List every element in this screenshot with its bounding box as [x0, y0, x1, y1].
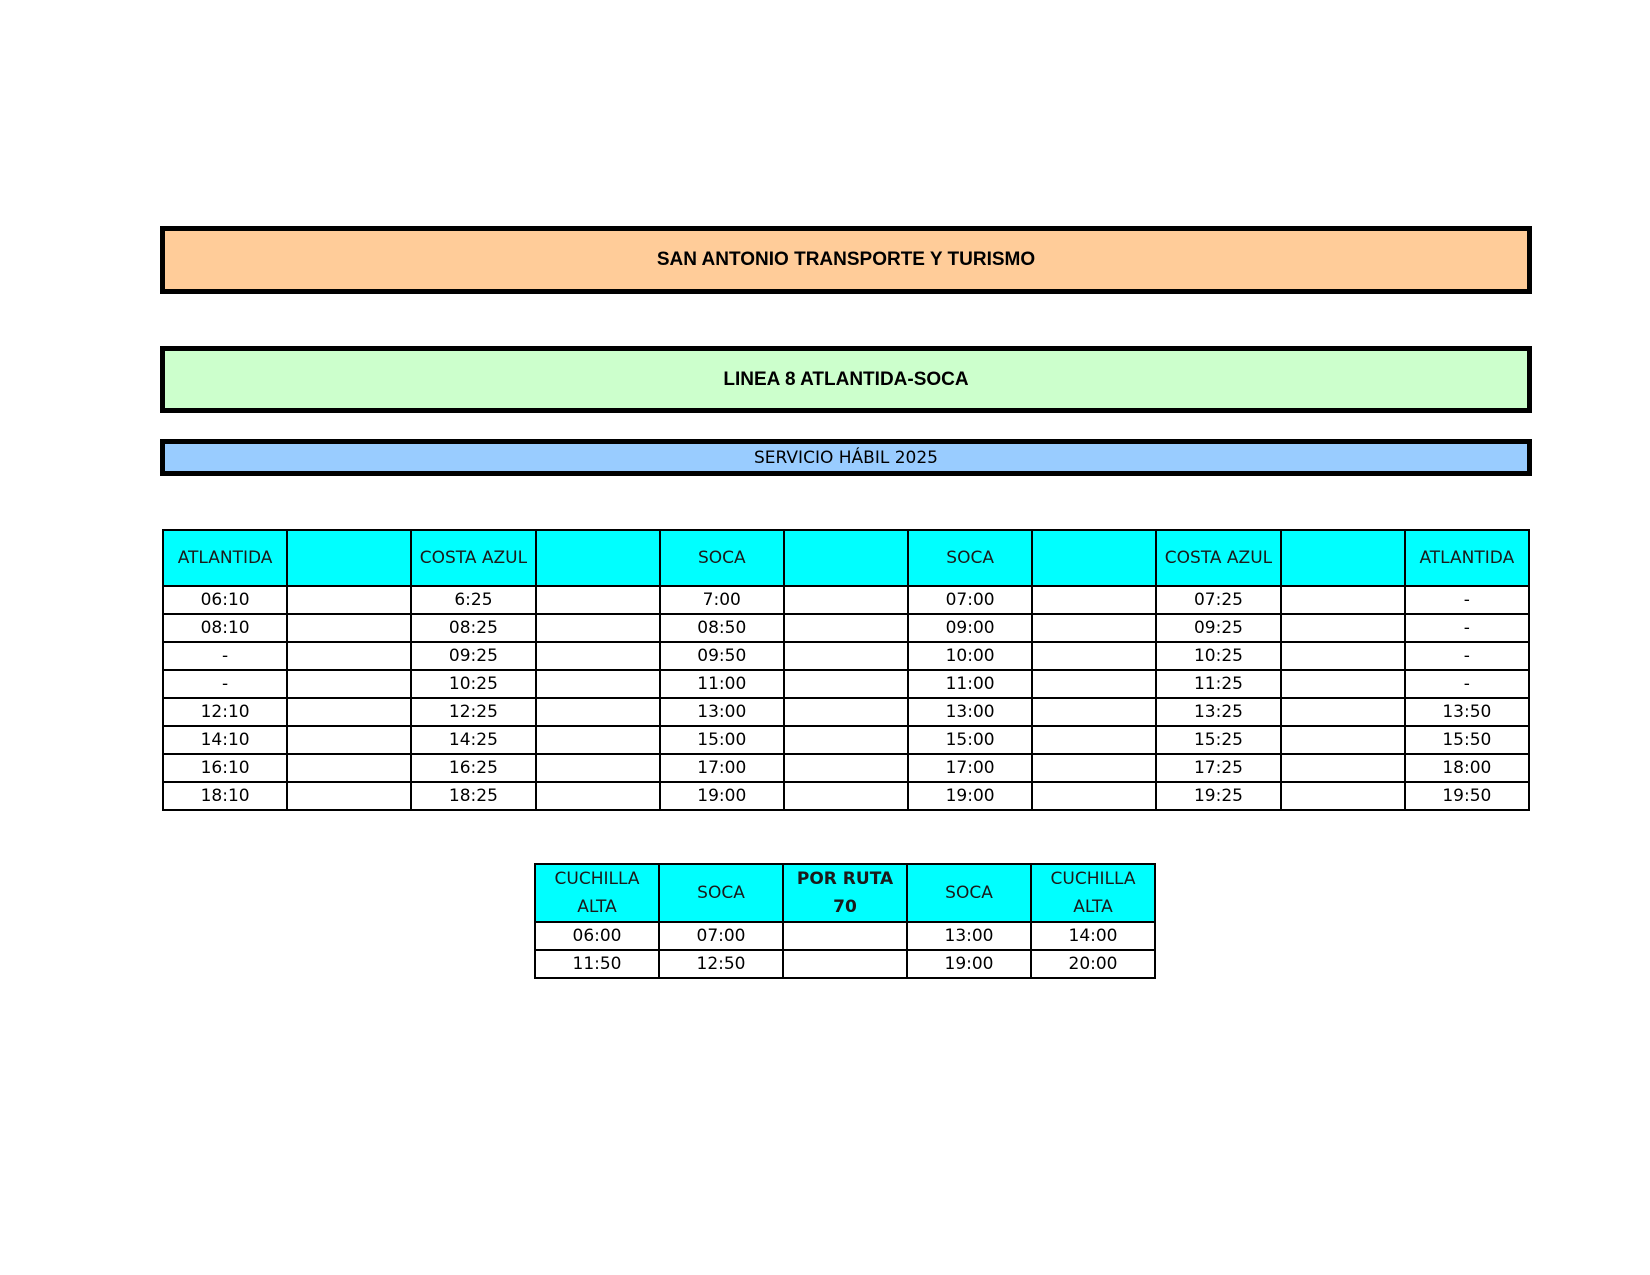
table-cell: 15:50 [1405, 726, 1529, 754]
company-name: SAN ANTONIO TRANSPORTE Y TURISMO [656, 249, 1036, 270]
table-cell [536, 586, 660, 614]
table-cell: 13:00 [660, 698, 784, 726]
table-cell [287, 782, 411, 810]
table-cell: 07:00 [908, 586, 1032, 614]
table-cell: 10:00 [908, 642, 1032, 670]
table-cell: 19:00 [907, 950, 1031, 978]
table-row [163, 586, 1529, 614]
table-cell [1281, 642, 1405, 670]
table-cell [1281, 586, 1405, 614]
header-cell: ATLANTIDA [163, 530, 287, 586]
header-cell: COSTA AZUL [1156, 530, 1280, 586]
table-row [163, 698, 1529, 726]
table-row [163, 754, 1529, 782]
header-cell: COSTA AZUL [411, 530, 535, 586]
table-row [163, 782, 1529, 810]
header-cell: SOCA [660, 530, 784, 586]
table-cell: 13:25 [1156, 698, 1280, 726]
company-banner [160, 226, 1532, 294]
service-banner [160, 439, 1532, 476]
table-cell [784, 642, 908, 670]
header-cell: SOCA [659, 864, 783, 922]
table-cell [287, 726, 411, 754]
table-cell: 11:00 [660, 670, 784, 698]
table-cell [1032, 782, 1156, 810]
table-cell [1032, 642, 1156, 670]
table-cell [1281, 670, 1405, 698]
table-cell: 19:00 [908, 782, 1032, 810]
table-cell: 11:50 [535, 950, 659, 978]
table-cell: 15:00 [660, 726, 784, 754]
table-cell: 18:00 [1405, 754, 1529, 782]
table-cell: - [1405, 586, 1529, 614]
table-cell: 18:10 [163, 782, 287, 810]
table-cell: 16:25 [411, 754, 535, 782]
table-cell [783, 922, 907, 950]
table-cell [1032, 698, 1156, 726]
table-cell: 08:50 [660, 614, 784, 642]
table-cell [784, 614, 908, 642]
table-cell [287, 754, 411, 782]
header-cell [536, 530, 660, 586]
table-row [535, 922, 1155, 950]
table-cell: 11:00 [908, 670, 1032, 698]
header-cell: ATLANTIDA [1405, 530, 1529, 586]
table-cell: 17:00 [908, 754, 1032, 782]
header-cell: CUCHILLA ALTA [535, 864, 659, 922]
table-cell [1032, 670, 1156, 698]
header-row [163, 530, 1529, 586]
table-cell [287, 698, 411, 726]
table-cell: 09:50 [660, 642, 784, 670]
header-cell: SOCA [908, 530, 1032, 586]
table-row [163, 670, 1529, 698]
table-cell [1281, 726, 1405, 754]
table-cell: - [1405, 642, 1529, 670]
table-cell: 13:50 [1405, 698, 1529, 726]
table-row [163, 726, 1529, 754]
table-cell [784, 726, 908, 754]
table-row [163, 642, 1529, 670]
header-cell [1032, 530, 1156, 586]
table-cell: - [1405, 614, 1529, 642]
table-cell [784, 586, 908, 614]
table-row [535, 950, 1155, 978]
line-name: LINEA 8 ATLANTIDA-SOCA [723, 368, 969, 390]
table-cell: 18:25 [411, 782, 535, 810]
table-cell [536, 670, 660, 698]
table-cell [784, 782, 908, 810]
table-cell: 15:25 [1156, 726, 1280, 754]
line-banner [160, 346, 1532, 413]
header-cell [1281, 530, 1405, 586]
table-cell: 17:25 [1156, 754, 1280, 782]
table-cell [287, 670, 411, 698]
table-cell: 14:00 [1031, 922, 1155, 950]
table-cell: 19:25 [1156, 782, 1280, 810]
header-cell: SOCA [907, 864, 1031, 922]
service-name: SERVICIO HÁBIL 2025 [754, 447, 938, 468]
table-cell [784, 670, 908, 698]
table-cell: 12:10 [163, 698, 287, 726]
table-cell [536, 698, 660, 726]
table-cell: 17:00 [660, 754, 784, 782]
header-cell [784, 530, 908, 586]
header-row [535, 864, 1155, 922]
table-cell: 14:25 [411, 726, 535, 754]
table-cell: 07:25 [1156, 586, 1280, 614]
table-cell [287, 586, 411, 614]
table-cell: 10:25 [411, 670, 535, 698]
table-cell: 10:25 [1156, 642, 1280, 670]
table-cell [1032, 754, 1156, 782]
table-cell [1281, 754, 1405, 782]
table-cell: 7:00 [660, 586, 784, 614]
table-cell: 6:25 [411, 586, 535, 614]
table-cell [1032, 726, 1156, 754]
table-cell: 16:10 [163, 754, 287, 782]
table-row [163, 614, 1529, 642]
table-cell: - [163, 642, 287, 670]
table-cell: - [1405, 670, 1529, 698]
table-cell: 09:25 [1156, 614, 1280, 642]
table-cell: 06:10 [163, 586, 287, 614]
header-cell: CUCHILLA ALTA [1031, 864, 1155, 922]
table-cell: 09:25 [411, 642, 535, 670]
table-cell [1281, 698, 1405, 726]
main-schedule-table [162, 529, 1530, 811]
table-cell: 12:50 [659, 950, 783, 978]
table-cell [536, 782, 660, 810]
table-cell [783, 950, 907, 978]
table-cell: 19:50 [1405, 782, 1529, 810]
table-cell: 13:00 [908, 698, 1032, 726]
table-cell [784, 754, 908, 782]
table-cell: 15:00 [908, 726, 1032, 754]
table-cell: 06:00 [535, 922, 659, 950]
table-cell [536, 726, 660, 754]
table-cell: 14:10 [163, 726, 287, 754]
table-cell [287, 642, 411, 670]
table-cell [1281, 782, 1405, 810]
table-cell [1032, 586, 1156, 614]
table-cell [287, 614, 411, 642]
table-cell: 11:25 [1156, 670, 1280, 698]
table-cell [1032, 614, 1156, 642]
table-cell: 09:00 [908, 614, 1032, 642]
table-cell: 12:25 [411, 698, 535, 726]
secondary-schedule-table [534, 863, 1156, 979]
table-cell: 20:00 [1031, 950, 1155, 978]
table-cell [1281, 614, 1405, 642]
table-cell: 19:00 [660, 782, 784, 810]
table-cell: 08:25 [411, 614, 535, 642]
table-cell [536, 642, 660, 670]
table-cell [784, 698, 908, 726]
table-cell: 13:00 [907, 922, 1031, 950]
header-cell [287, 530, 411, 586]
table-cell [536, 614, 660, 642]
table-cell: 07:00 [659, 922, 783, 950]
header-cell: POR RUTA 70 [783, 864, 907, 922]
table-cell: - [163, 670, 287, 698]
table-cell [536, 754, 660, 782]
table-cell: 08:10 [163, 614, 287, 642]
